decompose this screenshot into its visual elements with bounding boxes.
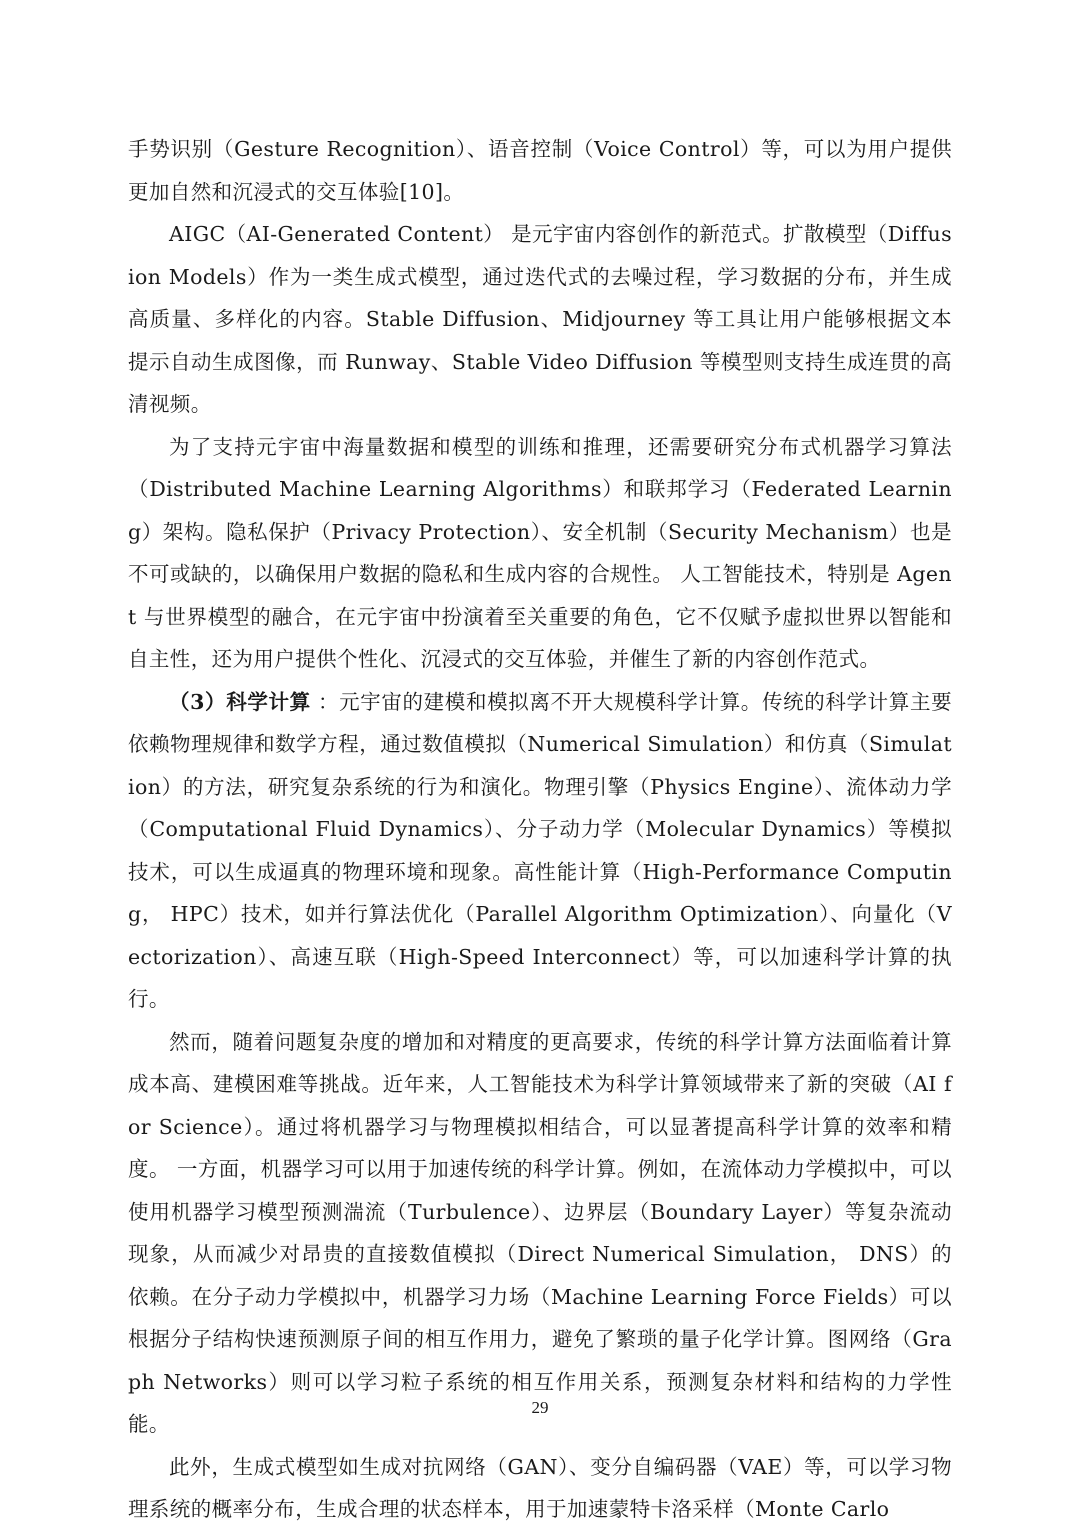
paragraph-scientific-computing-body: ：元宇宙的建模和模拟离不开大规模科学计算。传统的科学计算主要依赖物理规律和数学方程，通过数值模拟（Numerical Simulation）和仿真（Simulation）的方法，研究复杂系统的行为和演化。物理引擎（Physics Engine）、流体动力学（Computational Fluid Dynamics）、分子动力学（Molecular Dynamics）等模拟技术，可以生成逼真的物理环境和现象。高性能计算（High-Performance Computing， HPC）技术，如并行算法优化（Parallel Algorithm Optimization）、向量化（Vectorization）、高速互联（High-Speed Interconnect）等，可以加速科学计算的执行。 [128, 689, 952, 1011]
body-text [128, 128, 952, 1531]
paragraph-distributed-learning: 为了支持元宇宙中海量数据和模型的训练和推理，还需要研究分布式机器学习算法（Distributed Machine Learning Algorithms）和联邦学习（Federated Learning）架构。隐私保护（Privacy Protection）、安全机制（Security Mechanism）也是不可或缺的，以确保用户数据的隐私和生成内容的合规性。 人工智能技术，特别是 Agent 与世界模型的融合，在元宇宙中扮演着至关重要的角色，它不仅赋予虚拟世界以智能和自主性，还为用户提供个性化、沉浸式的交互体验，并催生了新的内容创作范式。 [128, 434, 952, 671]
paragraph-aigc: AIGC（AI-Generated Content） 是元宇宙内容创作的新范式。扩散模型（Diffusion Models）作为一类生成式模型，通过迭代式的去噪过程，学习数据的分布，并生成高质量、多样化的内容。Stable Diffusion、Midjourney 等工具让用户能够根据文本提示自动生成图像，而 Runway、Stable Video Diffusion 等模型则支持生成连贯的高清视频。 [128, 222, 952, 416]
paragraph-continuation: 手势识别（Gesture Recognition）、语音控制（Voice Control）等，可以为用户提供更加自然和沉浸式的交互体验[10]。 [128, 137, 952, 204]
paragraph-generative-models: 此外，生成式模型如生成对抗网络（GAN）、变分自编码器（VAE）等，可以学习物理系统的概率分布，生成合理的状态样本，用于加速蒙特卡洛采样（Monte Carlo [128, 1454, 952, 1521]
paragraph-ai-for-science: 然而，随着问题复杂度的增加和对精度的更高要求，传统的科学计算方法面临着计算成本高、建模困难等挑战。近年来，人工智能技术为科学计算领域带来了新的突破（AI for Science）。通过将机器学习与物理模拟相结合，可以显著提高科学计算的效率和精度。 一方面，机器学习可以用于加速传统的科学计算。例如，在流体动力学模拟中，可以使用机器学习模型预测湍流（Turbulence）、边界层（Boundary Layer）等复杂流动现象，从而减少对昂贵的直接数值模拟（Direct Numerical Simulation， DNS）的依赖。在分子动力学模拟中，机器学习力场（Machine Learning Force Fields）可以根据分子结构快速预测原子间的相互作用力，避免了繁琐的量子化学计算。图网络（Graph Networks）则可以学习粒子系统的相互作用关系，预测复杂材料和结构的力学性能。 [128, 1029, 952, 1436]
page-number: 29 [531, 1398, 549, 1417]
paragraph-scientific-computing [128, 681, 952, 1021]
section-heading-scientific-computing: （3）科学计算 [169, 689, 311, 714]
